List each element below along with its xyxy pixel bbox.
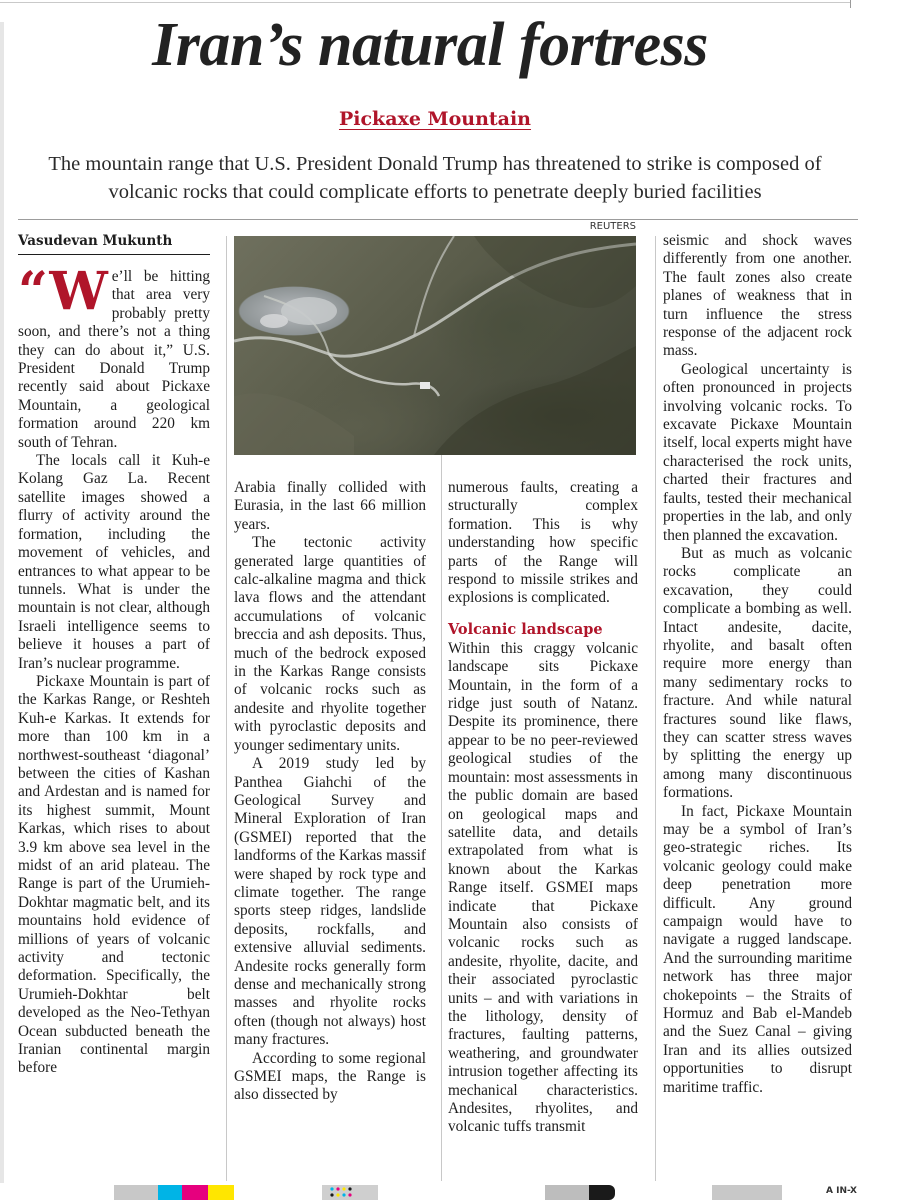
article-column-1: [18, 261, 210, 1078]
byline-rule: [18, 254, 210, 255]
paragraph: According to some regional GSMEI maps, the Range is also dissected by: [234, 1049, 426, 1104]
standfirst: The mountain range that U.S. President Donald Trump has threatened to strike is composed of volcanic rocks that could complicate efforts to penetrate deeply buried facilities: [48, 153, 822, 203]
paragraph: In fact, Pickaxe Mountain may be a symbol of Iran’s geo-strategic riches. Its volcanic geology could make deep penetration more difficult. Any ground campaign would have to navigate a rugged landscape. And the surrounding maritime network has three major chokepoints – the Straits of Hormuz and Bab el-Mandeb and the Suez Canal – giving Iran and its allies outsized opportunities to disrupt maritime traffic.: [663, 802, 852, 1096]
paragraph: Geological uncertainty is often pronounced in projects involving volcanic rocks. To excavate Pickaxe Mountain itself, local experts might have characterised the rock units, charted their fractures and faults, tested their mechanical properties in the lab, and only then planned the excavation.: [663, 360, 852, 544]
gray-swatch: [114, 1185, 158, 1200]
article-column-3: [448, 479, 638, 1137]
column-divider: [655, 236, 656, 1181]
page-folio: A IN-X: [826, 1186, 857, 1196]
drop-cap: “W: [18, 261, 108, 322]
section-subhead: Volcanic landscape: [448, 620, 603, 638]
gray-swatch: [712, 1185, 782, 1200]
paragraph: A 2019 study led by Panthea Giahchi of the Geological Survey and Mineral Exploration of Iran (GSMEI) reported that the landforms of the Karkas massif were shaped by rock type and climate together. The range sports steep ridges, landslide deposits, rockfalls, and extensive alluvial sediments. Andesite rocks generally form dense and mechanically strong masses and rhyolite rocks often (though not always) host many fractures.: [234, 755, 427, 1049]
satellite-photo: [234, 236, 636, 455]
article-column-4: [663, 232, 852, 1097]
photo-credit: REUTERS: [589, 221, 636, 232]
paragraph: [18, 261, 210, 452]
gray-swatch: [545, 1185, 589, 1200]
paragraph: seismic and shock waves differently from one another. The fault zones also create planes of weakness that in turn influence the stress response of the adjacent rock mass.: [663, 232, 852, 360]
yellow-swatch: [208, 1185, 234, 1200]
magenta-swatch: [182, 1185, 208, 1200]
terrain-roads-drawing: [234, 236, 636, 455]
kicker: Pickaxe Mountain: [338, 108, 532, 130]
registration-dots-icon: [322, 1185, 378, 1200]
headline-divider: [18, 219, 858, 220]
paragraph-text: e’ll be hitting that area very probably pretty soon, and there’s not a thing they can do about it,” U.S. President Donald Trump recently said about Pickaxe Mountain, a geological formation around 220 km south of Tehran.: [18, 268, 210, 451]
headline: Iran’s natural fortress: [152, 11, 708, 79]
top-rule: [0, 2, 850, 3]
paragraph: The tectonic activity generated large quantities of calc-alkaline magma and thick lava flows and the attendant accumulations of volcanic breccia and ash deposits. Thus, much of the bedrock exposed in the Karkas Range consists of volcanic rocks such as andesite and rhyolite together with pyroclastic deposits and younger sedimentary units.: [234, 534, 426, 754]
page-edge-shadow: [0, 22, 4, 1200]
paragraph: But as much as volcanic rocks complicate an excavation, they could complicate a bombing as well. Intact andesite, dacite, rhyolite, and basalt often require more energy than many sedimentary rocks to fracture. And while natural fractures sound like flaws, they can scatter stress waves by splitting the energy up among many discontinuous formations.: [663, 544, 852, 802]
paragraph: Pickaxe Mountain is part of the Karkas Range, or Reshteh Kuh-e Karkas. It extends for more than 100 km in a northwest-southeast ‘diagonal’ between the cities of Kashan and Ardestan and is named for its highest summit, Mount Karkas, which rises to about 3.9 km above sea level in the midst of an arid plateau. The Range is part of the Urumieh-Dokhtar magmatic belt, and its mountains hold evidence of millions of years of volcanic activity and tectonic deformation. Specifically, the Urumieh-Dokhtar belt developed as the Neo-Tethyan Ocean subducted beneath the Iranian continental margin before: [18, 672, 210, 1077]
cyan-swatch: [158, 1185, 182, 1200]
paragraph: Within this craggy volcanic landscape sits Pickaxe Mountain, in the form of a ridge just south of Natanz. Despite its prominence, there appear to be no peer-reviewed geological studies of the mountain: most assessments in the public domain are based on geological maps and satellite data, and details extrapolated from what is known about the Karkas Range itself. GSMEI maps indicate that Pickaxe Mountain also consists of volcanic rocks such as andesite, rhyolite, dacite, and their associated pyroclastic units – and with variations in the lithology, density of fractures, faulting patterns, weathering, and groundwater intrusion together affecting its mechanical characteristics. Andesites, rhyolites, and volcanic tuffs transmit: [448, 639, 638, 1136]
article-column-2: [234, 479, 426, 1105]
paragraph: numerous faults, creating a structurally complex formation. This is why understanding how specific parts of the Range will respond to missile strikes and explosions is complicated.: [448, 479, 638, 607]
paragraph: The locals call it Kuh-e Kolang Gaz La. Recent satellite images showed a flurry of activity around the formation, including the movement of vehicles, and entrances to what appear to be tunnels. What is under the mountain is not clear, although Israeli intelligence seems to believe it houses a part of Iran’s nuclear programme.: [18, 452, 210, 672]
paragraph: Arabia finally collided with Eurasia, in the last 66 million years.: [234, 479, 426, 533]
column-divider: [226, 236, 227, 1181]
black-swatch: [589, 1185, 615, 1200]
byline: Vasudevan Mukunth: [18, 233, 173, 249]
crop-mark: [850, 0, 851, 8]
